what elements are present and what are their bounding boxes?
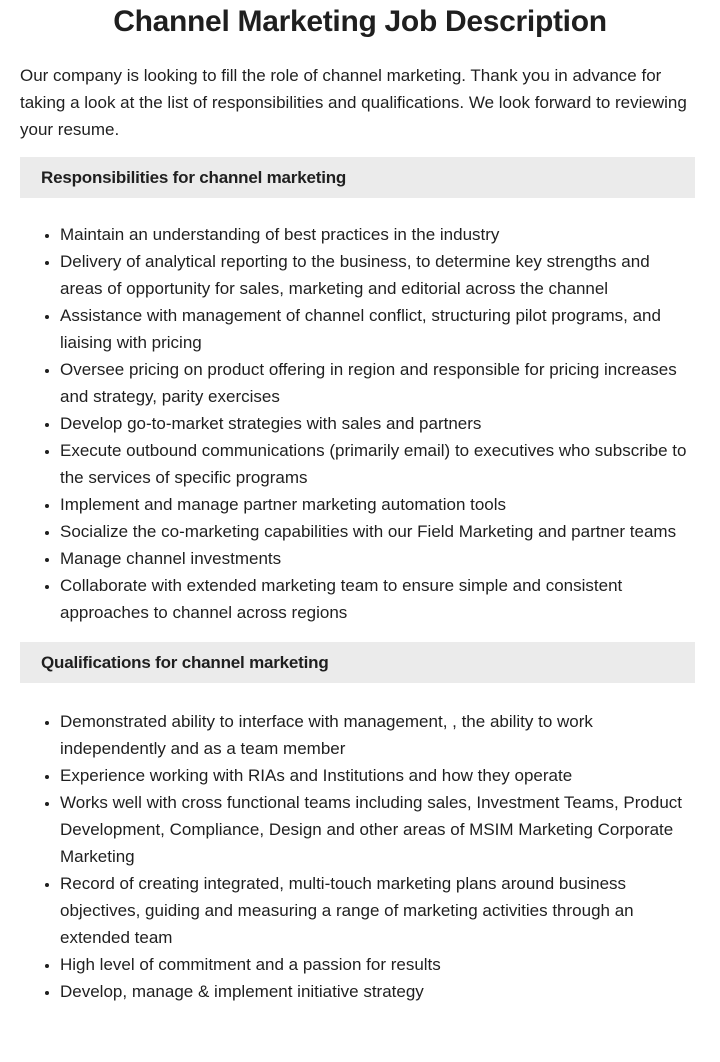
list-item: • Works well with cross functional teams including sales, Investment Teams, Product Development, Compliance, Design and other areas of MSIM Marketing Corporate Marketing [60,789,695,870]
qualifications-list [20,708,695,1005]
list-item: • High level of commitment and a passion for results [60,951,695,978]
qualifications-section-header [20,642,695,683]
list-item: • Socialize the co-marketing capabilities with our Field Marketing and partner teams [60,518,695,545]
responsibilities-list [20,221,695,626]
responsibilities-section-header [20,157,695,198]
job-description-document [0,5,720,1062]
list-item: • Implement and manage partner marketing automation tools [60,491,695,518]
list-item: • Experience working with RIAs and Institutions and how they operate [60,762,695,789]
list-item: • Develop go-to-market strategies with sales and partners [60,410,695,437]
list-item: • Oversee pricing on product offering in region and responsible for pricing increases and strategy, parity exercises [60,356,695,410]
list-item: • Demonstrated ability to interface with management, , the ability to work independently and as a team member [60,708,695,762]
responsibilities-heading: Responsibilities for channel marketing [41,167,347,187]
list-item: • Delivery of analytical reporting to the business, to determine key strengths and areas of opportunity for sales, marketing and editorial across the channel [60,248,695,302]
list-item: • Record of creating integrated, multi-touch marketing plans around business objectives, guiding and measuring a range of marketing activities through an extended team [60,870,695,951]
intro-paragraph: Our company is looking to fill the role of channel marketing. Thank you in advance for taking a look at the list of responsibilities and qualifications. We look forward to reviewing your resume. [20,66,687,139]
list-item: • Manage channel investments [60,545,695,572]
list-item: • Develop, manage & implement initiative strategy [60,978,695,1005]
qualifications-heading: Qualifications for channel marketing [41,652,329,672]
page-title: Channel Marketing Job Description [113,5,607,38]
list-item: • Assistance with management of channel conflict, structuring pilot programs, and liaising with pricing [60,302,695,356]
list-item: • Collaborate with extended marketing team to ensure simple and consistent approaches to channel across regions [60,572,695,626]
qualifications-section [0,642,720,1005]
list-item: • Execute outbound communications (primarily email) to executives who subscribe to the services of specific programs [60,437,695,491]
responsibilities-section [0,157,720,626]
list-item: • Maintain an understanding of best practices in the industry [60,221,695,248]
